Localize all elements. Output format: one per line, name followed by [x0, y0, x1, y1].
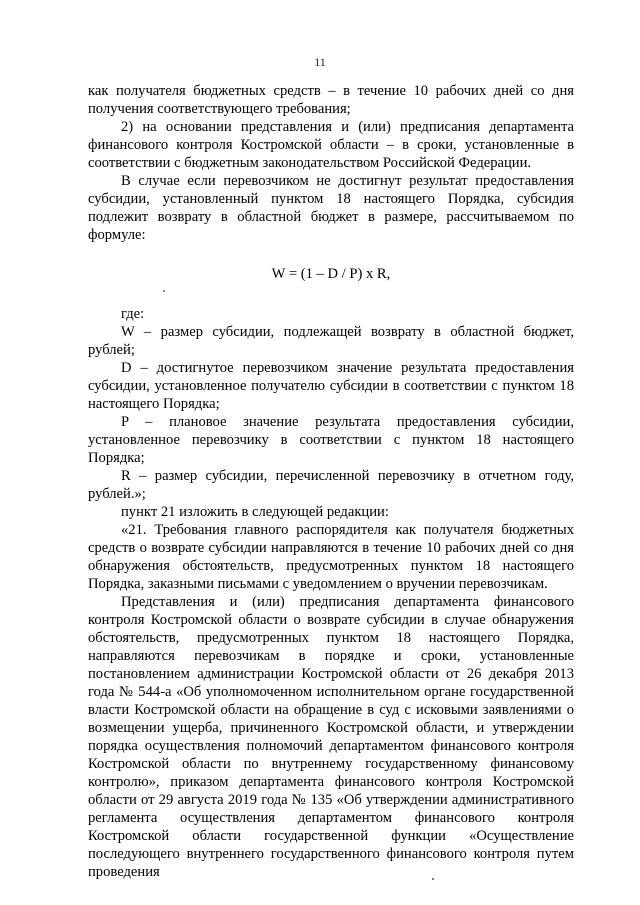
paragraph: пункт 21 изложить в следующей редакции: — [121, 504, 389, 520]
paragraph: Представления и (или) предписания департамента финансового контроля Костромской области о возврате субсидии в случае обнаружения обстоятельств, предусмотренных пунктом 18 настоящего Порядка, направляются перевозчикам в порядке и сроки, установленные постановлением администрации Костромской области от 26 декабря 2013 года № 544-а «Об уполномоченном исполнительном органе государственной власти Костромской области на обращение в суд с исковыми заявлениями о возмещении ущерба, причиненного Костромской области, и утверждении порядка осуществления полномочий департаментом финансового контроля Костромской области по внутреннему государственному финансовому контролю», приказом департамента финансового контроля Костромской области от 29 августа 2019 года № 135 «Об утверждении административного регламента осуществления департаментом финансового контроля Костромской области государственной функции «Осуществление последующего внутреннего государственного финансового контроля путем проведения — [88, 594, 574, 880]
definition-w: W – размер субсидии, подлежащей возврату в областной бюджет, рублей; — [88, 324, 574, 358]
definition-r: R – размер субсидии, перечисленной перевозчику в отчетном году, рублей.»; — [88, 468, 574, 502]
scan-speck — [432, 878, 434, 880]
paragraph: как получателя бюджетных средств – в течение 10 рабочих дней со дня получения соответствующего требования; — [88, 83, 574, 117]
page-number: 11 — [314, 55, 326, 69]
definition-d: D – достигнутое перевозчиком значение результата предоставления субсидии, установленное получателю субсидии в соответствии с пунктом 18 настоящего Порядка; — [88, 360, 574, 412]
paragraph: 2) на основании представления и (или) предписания департамента финансового контроля Костромской области – в сроки, установленные в соответствии с бюджетным законодательством Российской Федерации. — [88, 119, 574, 171]
paragraph: «21. Требования главного распорядителя как получателя бюджетных средств о возврате субсидии направляются в течение 10 рабочих дней со дня обнаружения обстоятельств, предусмотренных пунктом 18 настоящего Порядка, заказными письмами с уведомлением о вручении перевозчикам. — [88, 522, 574, 592]
scan-speck — [163, 290, 165, 292]
document-body — [88, 82, 574, 881]
formula: W = (1 – D / P) х R, — [271, 266, 391, 282]
paragraph: В случае если перевозчиком не достигнут результат предоставления субсидии, установленный пунктом 18 настоящего Порядка, субсидия подлежит возврату в областной бюджет в размере, рассчитываемом по формуле: — [88, 173, 574, 243]
paragraph: где: — [121, 306, 145, 322]
definition-p: P – плановое значение результата предоставления субсидии, установленное перевозчику в соответствии с пунктом 18 настоящего Порядка; — [88, 414, 574, 466]
